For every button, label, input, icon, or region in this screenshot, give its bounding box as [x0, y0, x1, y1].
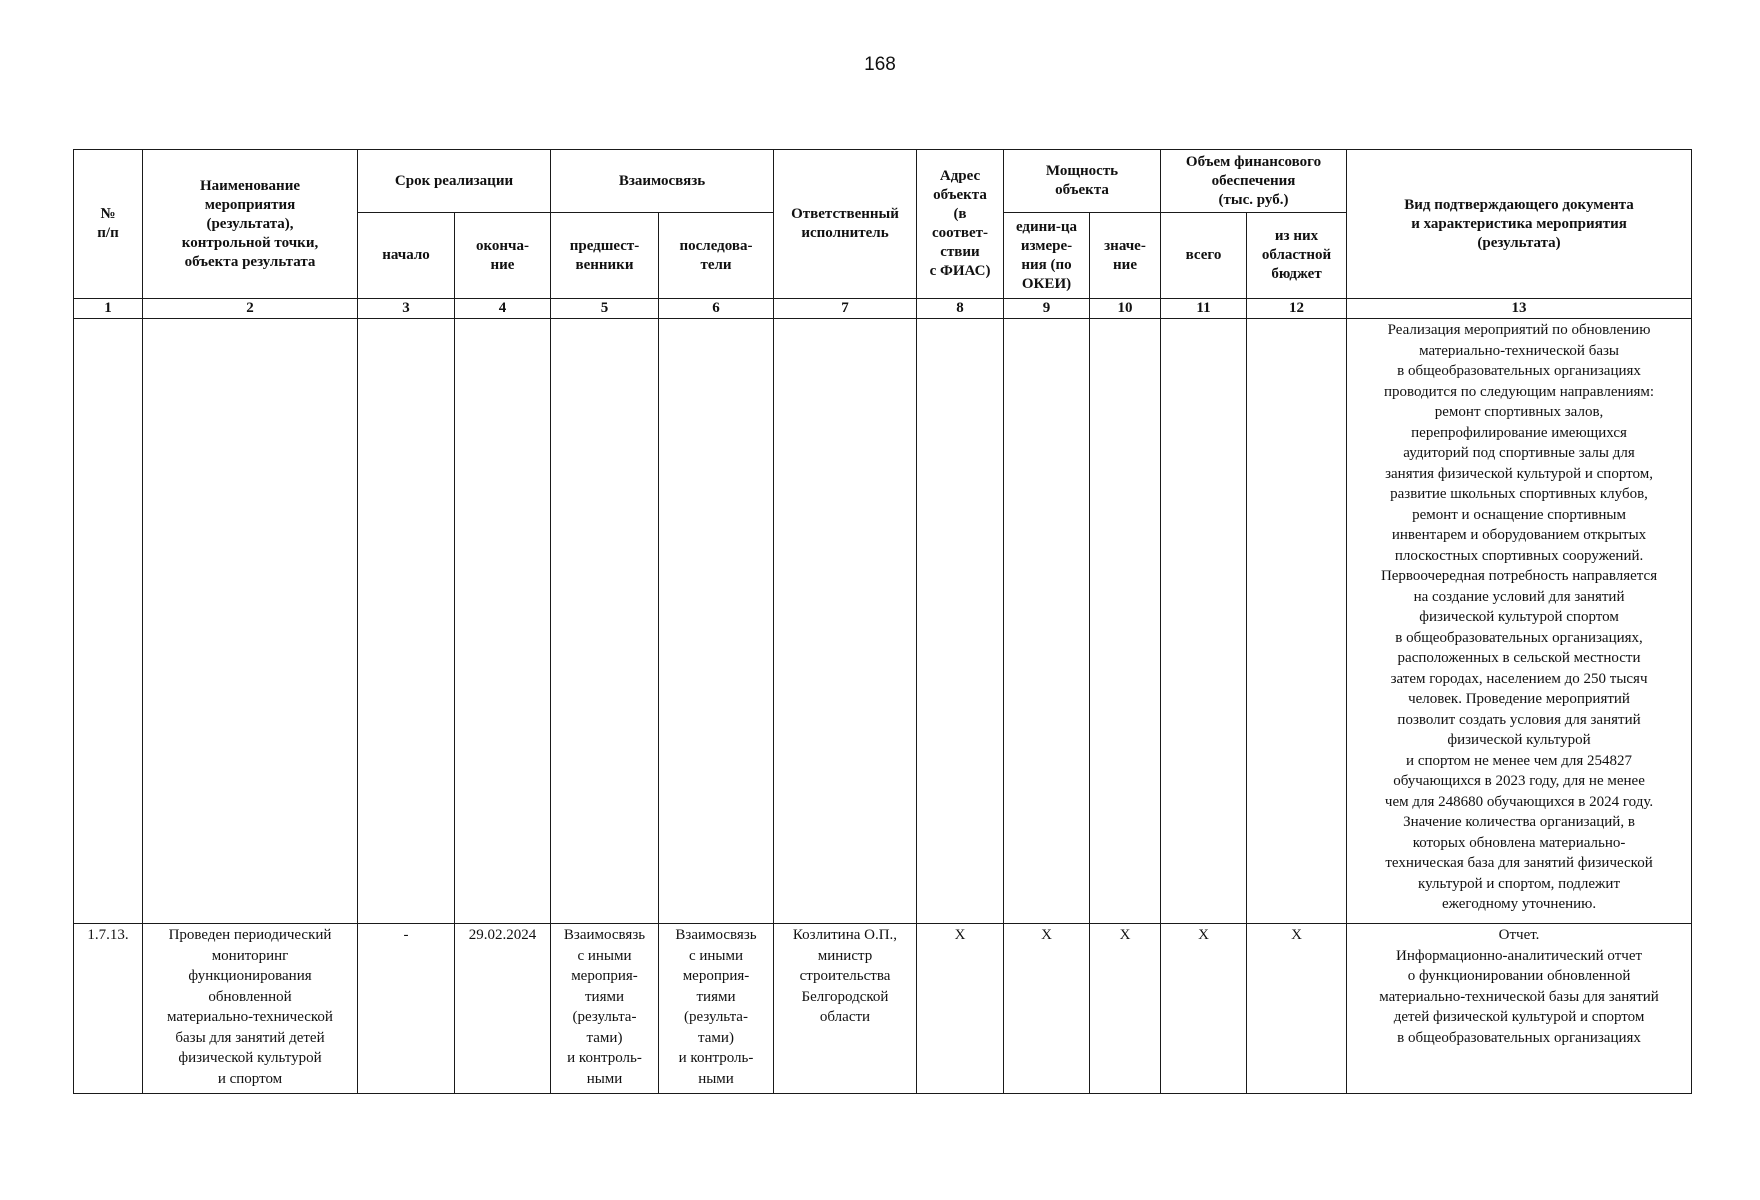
text-line: ными	[586, 1070, 623, 1087]
text-line: Значение количества организаций, в	[1403, 814, 1635, 830]
text-line: физической культурой	[178, 1050, 322, 1066]
text-line: предшест-	[569, 237, 640, 254]
text-line: областной	[1261, 247, 1332, 263]
text-line: (тыс. руб.)	[1218, 192, 1289, 208]
column-number: 9	[1004, 299, 1090, 319]
column-number: 12	[1247, 299, 1347, 319]
column-number: 4	[455, 299, 551, 319]
text-line: обеспечения	[1211, 173, 1296, 189]
text-line: венники	[575, 256, 634, 273]
text-line: министр	[817, 947, 873, 964]
text-line: тиями	[696, 988, 736, 1005]
text-line: позволит создать условия для занятий	[1397, 711, 1641, 728]
cell-start: -	[358, 924, 455, 1094]
text-line: и характеристика мероприятия	[1411, 215, 1627, 232]
text-line: Мощность	[1045, 163, 1119, 179]
header-regional	[1247, 213, 1347, 299]
text-line: тами)	[586, 1029, 623, 1046]
text-line: на создание условий для занятий	[1413, 588, 1625, 605]
header-responsible	[774, 150, 917, 299]
text-line: детей физической культурой и спортом	[1393, 1009, 1645, 1025]
header-total: всего	[1161, 213, 1247, 299]
text-line: плоскостных спортивных сооружений.	[1394, 547, 1644, 564]
text-line: соответ-	[932, 225, 988, 241]
text-line: затем городах, населением до 250 тысяч	[1390, 670, 1648, 687]
text-line: тами)	[698, 1029, 734, 1046]
text-line: базы для занятий детей	[175, 1029, 325, 1046]
text-line: перепрофилирование имеющихся	[1411, 424, 1627, 441]
cell-address	[917, 319, 1004, 924]
text-line: которых обновлена материально-	[1412, 834, 1626, 851]
text-line: с иными	[688, 947, 744, 964]
text-line: (результа-	[572, 1009, 637, 1025]
column-number: 11	[1161, 299, 1247, 319]
table-row	[74, 319, 1692, 924]
cell-predecessors	[551, 319, 659, 924]
column-number: 1	[74, 299, 143, 319]
text-line: мероприятия	[204, 196, 296, 213]
cell-end: 29.02.2024	[455, 924, 551, 1094]
header-term: Срок реализации	[358, 150, 551, 213]
text-line: ние	[1113, 256, 1137, 273]
text-line: ОКЕИ)	[1021, 275, 1072, 292]
cell-value	[1090, 319, 1161, 924]
text-line: техническая база для занятий физической	[1385, 855, 1653, 871]
text-line: Проведен периодический	[168, 927, 332, 943]
header-doc	[1347, 150, 1692, 299]
text-line: ными	[698, 1070, 734, 1087]
text-line: в общеобразовательных организациях,	[1395, 629, 1643, 646]
text-line: материально-технической	[167, 1009, 333, 1025]
text-line: (в	[953, 206, 967, 222]
text-line: из них	[1274, 228, 1319, 244]
text-line: инвентарем и оборудованием открытых	[1391, 527, 1647, 543]
column-number: 2	[143, 299, 358, 319]
header-link: Взаимосвязь	[551, 150, 774, 213]
text-line: оконча-	[475, 237, 530, 254]
text-line: ремонт и оснащение спортивным	[1412, 506, 1626, 523]
text-line: ние	[490, 256, 515, 273]
header-start: начало	[358, 213, 455, 299]
text-line: Реализация мероприятий по обновлению	[1387, 322, 1651, 338]
text-line: мероприя-	[682, 968, 750, 984]
page-number: 168	[864, 54, 896, 75]
header-address	[917, 150, 1004, 299]
text-line: и контроль-	[678, 1050, 754, 1066]
text-line: ствии	[940, 244, 980, 260]
header-value	[1090, 213, 1161, 299]
text-line: Взаимосвязь	[675, 927, 757, 943]
cell-responsible	[774, 319, 917, 924]
header-name	[143, 150, 358, 299]
text-line: п/п	[97, 225, 119, 241]
cell-value: Х	[1090, 924, 1161, 1094]
text-line: Наименование	[200, 177, 300, 194]
cell-total	[1161, 319, 1247, 924]
text-line: занятия физической культурой и спортом,	[1385, 465, 1653, 482]
text-line: бюджет	[1271, 266, 1322, 282]
text-line: (результата)	[1477, 234, 1561, 251]
header-power	[1004, 150, 1161, 213]
header-successors	[659, 213, 774, 299]
column-number: 7	[774, 299, 917, 319]
text-line: материально-технической базы для занятий	[1379, 988, 1659, 1005]
column-number: 8	[917, 299, 1004, 319]
plan-table	[73, 149, 1692, 1094]
text-line: обучающихся в 2023 году, для не менее	[1393, 773, 1645, 789]
text-line: измере-	[1020, 237, 1073, 254]
text-line: проводится по следующим направлениям:	[1383, 383, 1655, 400]
text-line: мониторинг	[211, 947, 289, 964]
header-num	[74, 150, 143, 299]
text-line: с иными	[577, 947, 632, 964]
column-number-row	[74, 299, 1692, 319]
text-line: в общеобразовательных организациях	[1397, 363, 1641, 379]
text-line: и спортом не менее чем для 254827	[1406, 752, 1633, 769]
cell-regional	[1247, 319, 1347, 924]
cell-end	[455, 319, 551, 924]
cell-description	[1347, 319, 1692, 924]
table-row	[74, 924, 1692, 1094]
text-line: Белгородской	[801, 988, 889, 1005]
text-line: с ФИАС)	[929, 263, 991, 279]
text-line: области	[819, 1009, 871, 1025]
text-line: развитие школьных спортивных клубов,	[1390, 486, 1648, 502]
text-line: объекта	[1055, 182, 1109, 198]
text-line: Адрес	[939, 168, 981, 184]
text-line: о функционировании обновленной	[1407, 968, 1631, 984]
cell-unit	[1004, 319, 1090, 924]
text-line: последова-	[679, 237, 753, 254]
text-line: ежегодному уточнению.	[1441, 896, 1597, 912]
cell-num	[74, 319, 143, 924]
text-line: и контроль-	[567, 1050, 642, 1066]
text-line: (результата),	[206, 215, 294, 232]
text-line: Взаимосвязь	[563, 927, 646, 943]
cell-name	[143, 924, 358, 1094]
text-line: объекта результата	[184, 253, 316, 270]
cell-name	[143, 319, 358, 924]
cell-total: Х	[1161, 924, 1247, 1094]
text-line: Первоочередная потребность направляется	[1380, 568, 1658, 584]
text-line: и спортом	[217, 1070, 283, 1087]
text-line: объекта	[933, 187, 987, 203]
cell-regional: Х	[1247, 924, 1347, 1094]
text-line: контрольной точки,	[181, 234, 319, 251]
header-predecessors	[551, 213, 659, 299]
cell-num: 1.7.13.	[74, 924, 143, 1094]
cell-unit: Х	[1004, 924, 1090, 1094]
cell-successors	[659, 924, 774, 1094]
text-line: значе-	[1104, 237, 1146, 254]
text-line: строительства	[799, 968, 891, 984]
text-line: чем для 248680 обучающихся в 2024 году.	[1384, 793, 1654, 810]
text-line: тиями	[584, 988, 624, 1005]
text-line: (результа-	[684, 1009, 748, 1025]
text-line: Ответственный	[791, 206, 899, 222]
cell-successors	[659, 319, 774, 924]
column-number: 13	[1347, 299, 1692, 319]
text-line: функционирования	[188, 968, 312, 984]
column-number: 6	[659, 299, 774, 319]
text-line: исполнитель	[801, 225, 889, 241]
header-row-1	[74, 150, 1692, 213]
cell-predecessors	[551, 924, 659, 1094]
text-line: обновленной	[208, 988, 292, 1005]
text-line: материально-технической базы	[1419, 342, 1619, 359]
header-unit	[1004, 213, 1090, 299]
text-line: мероприя-	[571, 968, 638, 984]
text-line: Отчет.	[1498, 927, 1540, 943]
text-line: культурой и спортом, подлежит	[1418, 875, 1620, 892]
cell-description	[1347, 924, 1692, 1094]
column-number: 10	[1090, 299, 1161, 319]
text-line: едини-ца	[1015, 218, 1078, 235]
text-line: в общеобразовательных организациях	[1397, 1029, 1641, 1046]
cell-responsible	[774, 924, 917, 1094]
text-line: Объем финансового	[1185, 154, 1322, 170]
column-number: 3	[358, 299, 455, 319]
text-line: тели	[700, 256, 732, 273]
text-line: ремонт спортивных залов,	[1434, 404, 1604, 420]
text-line: Вид подтверждающего документа	[1404, 196, 1634, 213]
text-line: физической культурой спортом	[1419, 609, 1619, 625]
text-line: расположенных в сельской местности	[1397, 650, 1641, 666]
column-number: 5	[551, 299, 659, 319]
text-line: Информационно-аналитический отчет	[1396, 947, 1643, 964]
cell-address: Х	[917, 924, 1004, 1094]
text-line: ния (по	[1021, 256, 1072, 273]
header-finance	[1161, 150, 1347, 213]
text-line: аудиторий под спортивные залы для	[1403, 445, 1635, 461]
text-line: №	[100, 206, 116, 222]
cell-start	[358, 319, 455, 924]
text-line: физической культурой	[1447, 732, 1591, 748]
header-end	[455, 213, 551, 299]
text-line: человек. Проведение мероприятий	[1408, 691, 1630, 707]
text-line: Козлитина О.П.,	[792, 927, 898, 943]
